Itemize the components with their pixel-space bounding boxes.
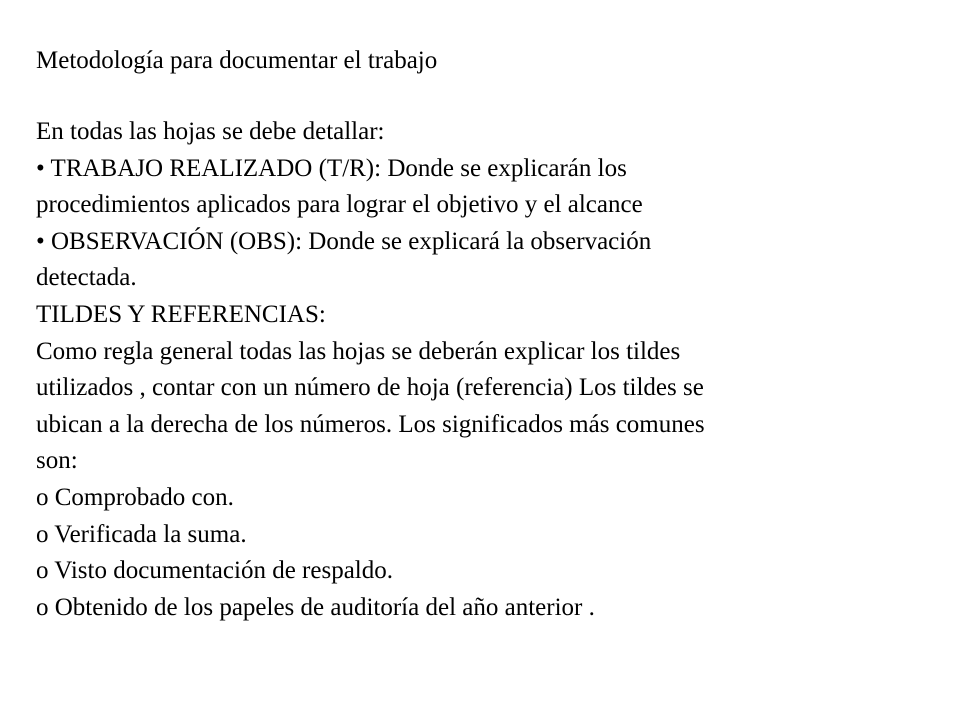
- body-line-paragraph-4: son:: [36, 447, 78, 475]
- body-line-paragraph-1: Como regla general todas las hojas se deberán explicar los tildes: [36, 337, 681, 365]
- body-line-bullet-observacion: • OBSERVACIÓN (OBS): Donde se explicará la observación: [36, 227, 652, 255]
- body-line-tildes-heading: TILDES Y REFERENCIAS:: [36, 300, 326, 328]
- list-item-verificada: o Verificada la suma.: [36, 520, 247, 548]
- body-line-paragraph-3: ubican a la derecha de los números. Los significados más comunes: [36, 410, 705, 438]
- list-item-obtenido: o Obtenido de los papeles de auditoría del año anterior .: [36, 593, 595, 621]
- body-line-bullet-trabajo: • TRABAJO REALIZADO (T/R): Donde se explicarán los: [36, 154, 627, 182]
- list-item-visto: o Visto documentación de respaldo.: [36, 557, 393, 585]
- slide-body: [36, 114, 916, 626]
- body-line-intro: En todas las hojas se debe detallar:: [36, 118, 385, 145]
- body-line-bullet-observacion-cont: detectada.: [36, 264, 137, 292]
- body-line-bullet-trabajo-cont: procedimientos aplicados para lograr el objetivo y el alcance: [36, 191, 643, 219]
- list-item-comprobado: o Comprobado con.: [36, 483, 234, 511]
- body-line-paragraph-2: utilizados , contar con un número de hoja (referencia) Los tildes se: [36, 374, 704, 402]
- slide-title: Metodología para documentar el trabajo: [36, 47, 438, 74]
